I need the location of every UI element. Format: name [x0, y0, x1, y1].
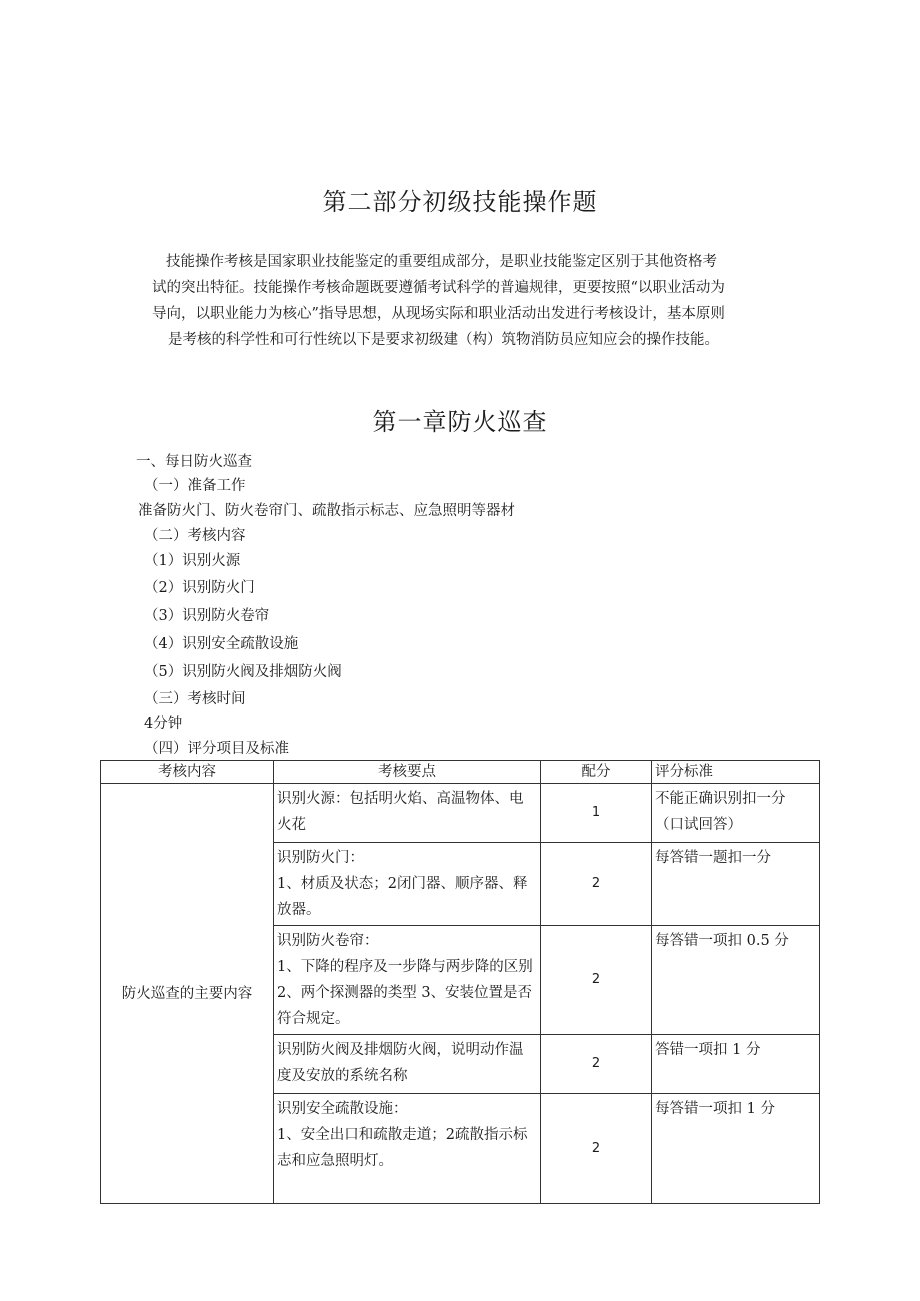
score-cell: 2: [541, 1035, 652, 1094]
score-cell: 2: [541, 926, 652, 1035]
score-cell: 1: [541, 784, 652, 843]
standard-cell: 答错一项扣 1 分: [652, 1035, 820, 1094]
content-item: （1）识别火源: [144, 553, 241, 569]
header-score: 配分: [541, 761, 652, 784]
standard-cell: 不能正确识别扣一分 （口试回答）: [652, 784, 820, 843]
score-cell: 2: [541, 843, 652, 926]
content-heading: （二）考核内容: [144, 528, 246, 544]
main-content-cell: 防火巡查的主要内容: [101, 784, 274, 1204]
content-item: （2）识别防火门: [144, 580, 255, 596]
intro-line: 导向，以职业能力为核心”指导思想，从现场实际和职业活动出发进行考核设计，基本原则: [152, 306, 725, 322]
point-cell: 识别安全疏散设施： 1、安全出口和疏散走道；2疏散指示标 志和应急照明灯。: [274, 1094, 541, 1204]
intro-line: 是考核的科学性和可行性统以下是要求初级建（构）筑物消防员应知应会的操作技能。: [168, 332, 719, 348]
point-cell: 识别防火卷帘： 1、下降的程序及一步降与两步降的区别 2、两个探测器的类型 3、安装位置是否 符合规定。: [274, 926, 541, 1035]
content-item: （5）识别防火阀及排烟防火阀: [144, 664, 342, 680]
header-points: 考核要点: [274, 761, 541, 784]
table-header-row: [101, 761, 820, 784]
standard-cell: 每答错一项扣 0.5 分: [652, 926, 820, 1035]
header-standard: 评分标准: [652, 761, 820, 784]
scoring-table: [100, 760, 820, 1204]
point-cell: 识别火源：包括明火焰、高温物体、电 火花: [274, 784, 541, 843]
intro-paragraph: [152, 249, 772, 353]
prep-text: 准备防火门、防火卷帘门、疏散指示标志、应急照明等器材: [138, 503, 515, 519]
part-title: 第二部分初级技能操作题: [322, 188, 598, 216]
prep-heading: （一）准备工作: [144, 478, 246, 494]
intro-line: 技能操作考核是国家职业技能鉴定的重要组成部分，是职业技能鉴定区别于其他资格考: [166, 254, 717, 270]
header-content: 考核内容: [101, 761, 274, 784]
content-item: （4）识别安全疏散设施: [144, 636, 299, 652]
time-heading: （三）考核时间: [144, 691, 246, 707]
table-row: [101, 784, 820, 843]
time-value: 4分钟: [144, 716, 183, 732]
intro-line: 试的突出特征。技能操作考核命题既要遵循考试科学的普遍规律，更要按照“以职业活动为: [152, 280, 725, 296]
standard-cell: 每答错一题扣一分: [652, 843, 820, 926]
chapter-title: 第一章防火巡查: [372, 408, 548, 436]
score-cell: 2: [541, 1094, 652, 1204]
point-cell: 识别防火阀及排烟防火阀，说明动作温 度及安放的系统名称: [274, 1035, 541, 1094]
content-item: （3）识别防火卷帘: [144, 608, 270, 624]
section-heading: 一、每日防火巡查: [136, 454, 252, 470]
scoring-heading: （四）评分项目及标准: [144, 741, 289, 757]
standard-cell: 每答错一项扣 1 分: [652, 1094, 820, 1204]
point-cell: 识别防火门： 1、材质及状态；2闭门器、顺序器、释 放器。: [274, 843, 541, 926]
